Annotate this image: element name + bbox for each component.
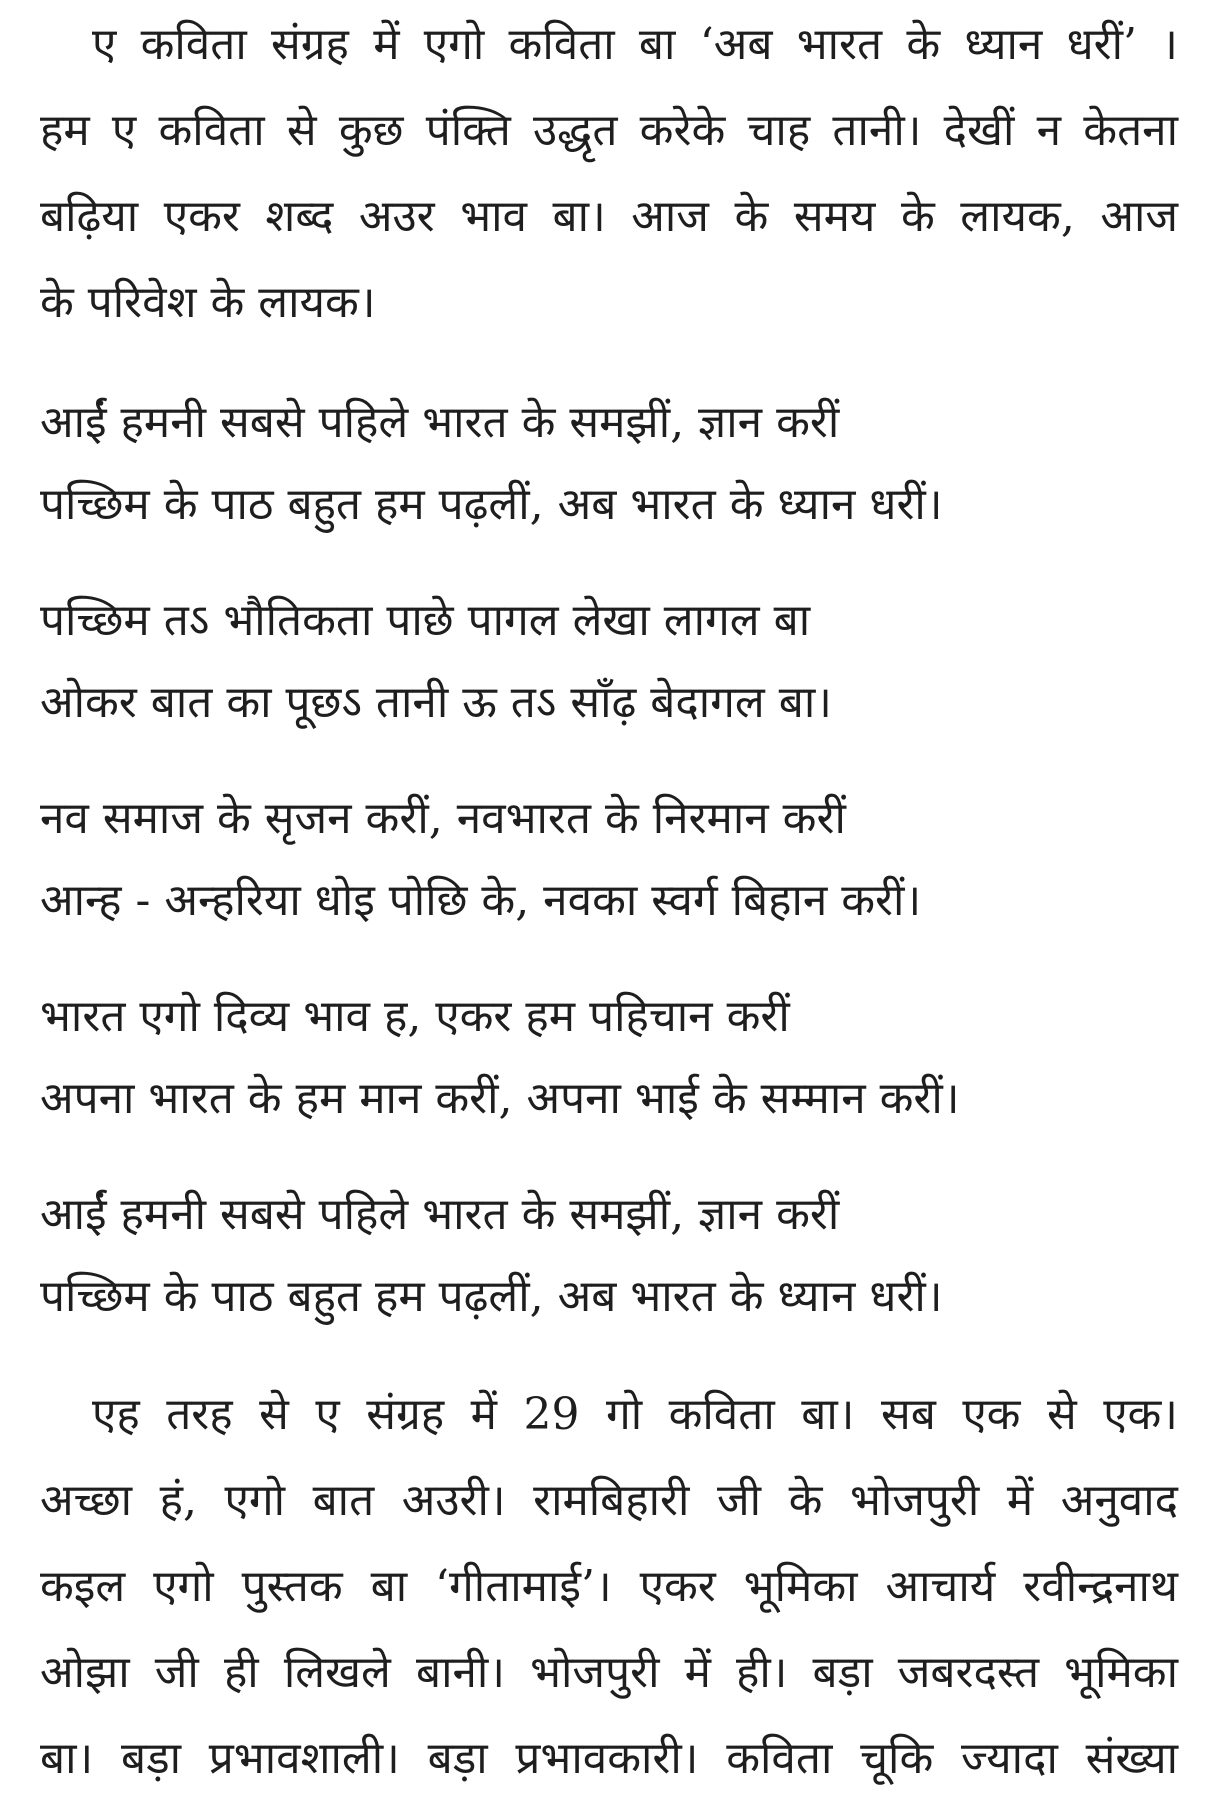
stanza-line: आईं हमनी सबसे पहिले भारत के समझीं, ज्ञान करीं (40, 1189, 840, 1240)
poem-stanza (40, 778, 921, 942)
paragraph-line: एह तरह से ए संग्रह में 29 गो कविता बा। सब एक से एक। (92, 1389, 1178, 1440)
stanza-line: पच्छिम के पाठ बहुत हम पढ़लीं, अब भारत के ध्यान धरीं। (40, 479, 943, 530)
stanza-line: ओकर बात का पूछऽ तानी ऊ तऽ साँढ़ बेदागल बा। (40, 677, 832, 728)
intro-paragraph (40, 2, 1178, 346)
poem-stanza (40, 580, 832, 744)
paragraph-line: ओझा जी ही लिखले बानी। भोजपुरी में ही। बड़ा जबरदस्त भूमिका (40, 1647, 1178, 1698)
stanza-line: आईं हमनी सबसे पहिले भारत के समझीं, ज्ञान करीं (40, 397, 840, 448)
stanza-line: भारत एगो दिव्य भाव ह, एकर हम पहिचान करीं (40, 991, 790, 1042)
stanza-line: नव समाज के सृजन करीं, नवभारत के निरमान करीं (40, 793, 846, 844)
paragraph-line: हम ए कविता से कुछ पंक्ति उद्धृत करेके चाह तानी। देखीं न केतना (40, 105, 1178, 156)
stanza-line: पच्छिम के पाठ बहुत हम पढ़लीं, अब भारत के ध्यान धरीं। (40, 1271, 943, 1322)
poem-stanza (40, 1174, 943, 1338)
poem-stanza (40, 382, 943, 546)
stanza-line: पच्छिम तऽ भौतिकता पाछे पागल लेखा लागल बा (40, 595, 811, 646)
paragraph-line: बा। बड़ा प्रभावशाली। बड़ा प्रभावकारी। कविता चूकि ज्यादा संख्या (40, 1733, 1178, 1784)
paragraph-line: बढ़िया एकर शब्द अउर भाव बा। आज के समय के लायक, आज (40, 191, 1178, 242)
paragraph-line: अच्छा हं, एगो बात अउरी। रामबिहारी जी के भोजपुरी में अनुवाद (40, 1475, 1178, 1526)
paragraph-line: के परिवेश के लायक। (40, 277, 376, 328)
paragraph-line: ए कविता संग्रह में एगो कविता बा ‘अब भारत के ध्यान धरीं’ । (92, 19, 1178, 70)
closing-paragraph (40, 1372, 1178, 1802)
poem-stanza (40, 976, 960, 1140)
paragraph-line: कइल एगो पुस्तक बा ‘गीतामाई’। एकर भूमिका आचार्य रवीन्द्रनाथ (40, 1561, 1178, 1612)
stanza-line: अपना भारत के हम मान करीं, अपना भाई के सम्मान करीं। (40, 1073, 960, 1124)
stanza-line: आन्ह - अन्हरिया धोइ पोछि के, नवका स्वर्ग बिहान करीं। (40, 875, 922, 926)
